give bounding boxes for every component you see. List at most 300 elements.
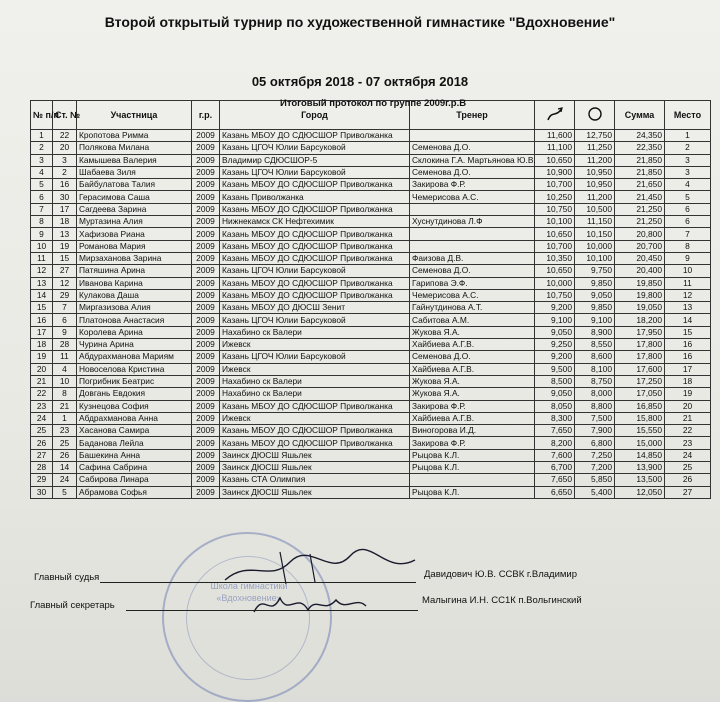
total-score: 20,400 <box>615 265 665 277</box>
participant-name: Довгань Евдокия <box>77 388 192 400</box>
total-score: 21,850 <box>615 154 665 166</box>
col-sum: Сумма <box>615 101 665 130</box>
row-number: 1 <box>31 130 53 142</box>
participant-name: Абрамова Софья <box>77 486 192 498</box>
city: Казань МБОУ ДО СДЮСШОР Приволжанка <box>220 425 410 437</box>
coach: Гайнутдинова А.Т. <box>410 302 535 314</box>
coach: Гарипова Э.Ф. <box>410 277 535 289</box>
place: 17 <box>665 363 711 375</box>
participant-name: Погрибник Беатрис <box>77 375 192 387</box>
row-number: 14 <box>31 289 53 301</box>
city: Казань МБОУ ДО СДЮСШОР Приволжанка <box>220 179 410 191</box>
place: 21 <box>665 412 711 424</box>
table-row <box>31 265 711 277</box>
table-row <box>31 462 711 474</box>
birth-year: 2009 <box>192 277 220 289</box>
start-number: 20 <box>53 142 77 154</box>
participant-name: Баданова Лейла <box>77 437 192 449</box>
chief-secretary-name: Малыгина И.Н. СС1К п.Вольгинский <box>422 595 582 606</box>
ribbon-score: 8,500 <box>535 375 575 387</box>
place: 12 <box>665 289 711 301</box>
place: 26 <box>665 474 711 486</box>
total-score: 17,250 <box>615 375 665 387</box>
col-name: Участница <box>77 101 192 130</box>
birth-year: 2009 <box>192 339 220 351</box>
table-row <box>31 437 711 449</box>
total-score: 21,850 <box>615 166 665 178</box>
birth-year: 2009 <box>192 228 220 240</box>
hoop-score: 10,100 <box>575 252 615 264</box>
participant-name: Иванова Карина <box>77 277 192 289</box>
secretary-signature <box>250 588 370 620</box>
city: Казань СТА Олимпия <box>220 474 410 486</box>
participant-name: Миргазизова Алия <box>77 302 192 314</box>
total-score: 19,850 <box>615 277 665 289</box>
hoop-score: 11,150 <box>575 216 615 228</box>
start-number: 1 <box>53 412 77 424</box>
ribbon-score: 7,650 <box>535 474 575 486</box>
participant-name: Хасанова Самира <box>77 425 192 437</box>
coach: Семенова Д.О. <box>410 265 535 277</box>
place: 4 <box>665 179 711 191</box>
total-score: 13,500 <box>615 474 665 486</box>
place: 11 <box>665 277 711 289</box>
total-score: 17,950 <box>615 326 665 338</box>
table-row <box>31 302 711 314</box>
table-row <box>31 216 711 228</box>
coach: Хайбиева А.Г.В. <box>410 363 535 375</box>
total-score: 15,800 <box>615 412 665 424</box>
place: 9 <box>665 252 711 264</box>
row-number: 21 <box>31 375 53 387</box>
row-number: 10 <box>31 240 53 252</box>
row-number: 4 <box>31 166 53 178</box>
ribbon-score: 6,700 <box>535 462 575 474</box>
start-number: 3 <box>53 154 77 166</box>
birth-year: 2009 <box>192 474 220 486</box>
coach: Рыцова К.Л. <box>410 486 535 498</box>
birth-year: 2009 <box>192 179 220 191</box>
participant-name: Кузнецова София <box>77 400 192 412</box>
ribbon-score: 10,900 <box>535 166 575 178</box>
participant-name: Абдрахманова Анна <box>77 412 192 424</box>
start-number: 19 <box>53 240 77 252</box>
birth-year: 2009 <box>192 400 220 412</box>
row-number: 16 <box>31 314 53 326</box>
total-score: 15,550 <box>615 425 665 437</box>
place: 5 <box>665 191 711 203</box>
table-row <box>31 314 711 326</box>
row-number: 17 <box>31 326 53 338</box>
place: 27 <box>665 486 711 498</box>
stamp-text: Школа гимнастики «Вдохновение» <box>210 581 288 603</box>
coach: Чемерисова А.С. <box>410 289 535 301</box>
place: 6 <box>665 216 711 228</box>
birth-year: 2009 <box>192 326 220 338</box>
city: Нахабино ск Валери <box>220 326 410 338</box>
start-number: 27 <box>53 265 77 277</box>
ribbon-score: 10,650 <box>535 265 575 277</box>
coach: Виногорова И.Д. <box>410 425 535 437</box>
city: Казань МБОУ ДО СДЮСШОР Приволжанка <box>220 277 410 289</box>
col-year: г.р. <box>192 101 220 130</box>
ribbon-score: 9,250 <box>535 339 575 351</box>
hoop-score: 7,250 <box>575 449 615 461</box>
participant-name: Романова Мария <box>77 240 192 252</box>
coach: Хайбиева А.Г.В. <box>410 412 535 424</box>
hoop-icon <box>587 106 603 122</box>
start-number: 23 <box>53 425 77 437</box>
table-row <box>31 228 711 240</box>
total-score: 21,450 <box>615 191 665 203</box>
birth-year: 2009 <box>192 425 220 437</box>
coach: Жукова Я.А. <box>410 388 535 400</box>
total-score: 15,000 <box>615 437 665 449</box>
start-number: 17 <box>53 203 77 215</box>
table-row <box>31 412 711 424</box>
birth-year: 2009 <box>192 142 220 154</box>
total-score: 20,450 <box>615 252 665 264</box>
city: Казань МБОУ ДО СДЮСШОР Приволжанка <box>220 240 410 252</box>
total-score: 19,800 <box>615 289 665 301</box>
city: Казань ЦГОЧ Юлии Барсуковой <box>220 142 410 154</box>
hoop-score: 8,600 <box>575 351 615 363</box>
start-number: 15 <box>53 252 77 264</box>
coach <box>410 203 535 215</box>
place: 18 <box>665 375 711 387</box>
total-score: 17,800 <box>615 351 665 363</box>
hoop-score: 6,800 <box>575 437 615 449</box>
birth-year: 2009 <box>192 388 220 400</box>
row-number: 24 <box>31 412 53 424</box>
city: Казань ЦГОЧ Юлии Барсуковой <box>220 166 410 178</box>
ribbon-score: 8,050 <box>535 400 575 412</box>
row-number: 28 <box>31 462 53 474</box>
total-score: 21,250 <box>615 216 665 228</box>
participant-name: Кропотова Римма <box>77 130 192 142</box>
city: Заинск ДЮСШ Яшьлек <box>220 462 410 474</box>
row-number: 22 <box>31 388 53 400</box>
col-num: № п/п <box>31 101 53 130</box>
hoop-score: 8,800 <box>575 400 615 412</box>
participant-name: Чурина Арина <box>77 339 192 351</box>
coach: Чемерисова А.С. <box>410 191 535 203</box>
city: Ижевск <box>220 412 410 424</box>
place: 16 <box>665 351 711 363</box>
hoop-score: 8,900 <box>575 326 615 338</box>
place: 24 <box>665 449 711 461</box>
col-coach: Тренер <box>410 101 535 130</box>
ribbon-score: 7,650 <box>535 425 575 437</box>
city: Казань МБОУ ДО СДЮСШОР Приволжанка <box>220 228 410 240</box>
protocol-subtitle: Итоговый протокол по группе 2009г.р.В <box>280 98 467 109</box>
start-number: 11 <box>53 351 77 363</box>
birth-year: 2009 <box>192 154 220 166</box>
ribbon-score: 10,000 <box>535 277 575 289</box>
birth-year: 2009 <box>192 252 220 264</box>
ribbon-score: 9,050 <box>535 388 575 400</box>
ribbon-score: 11,100 <box>535 142 575 154</box>
coach: Семенова Д.О. <box>410 166 535 178</box>
hoop-score: 8,100 <box>575 363 615 375</box>
birth-year: 2009 <box>192 314 220 326</box>
hoop-score: 12,750 <box>575 130 615 142</box>
total-score: 17,800 <box>615 339 665 351</box>
row-number: 11 <box>31 252 53 264</box>
table-row <box>31 130 711 142</box>
hoop-score: 5,850 <box>575 474 615 486</box>
table-row <box>31 326 711 338</box>
coach: Хуснутдинова Л.Ф <box>410 216 535 228</box>
hoop-score: 9,750 <box>575 265 615 277</box>
table-row <box>31 363 711 375</box>
start-number: 22 <box>53 130 77 142</box>
col-place: Место <box>665 101 711 130</box>
city: Нижнекамск СК Нефтехимик <box>220 216 410 228</box>
city: Казань МБОУ ДО СДЮСШОР Приволжанка <box>220 437 410 449</box>
table-row <box>31 486 711 498</box>
participant-name: Байбулатова Талия <box>77 179 192 191</box>
hoop-score: 8,750 <box>575 375 615 387</box>
total-score: 19,050 <box>615 302 665 314</box>
start-number: 10 <box>53 375 77 387</box>
start-number: 26 <box>53 449 77 461</box>
participant-name: Хафизова Риана <box>77 228 192 240</box>
hoop-score: 8,550 <box>575 339 615 351</box>
birth-year: 2009 <box>192 302 220 314</box>
hoop-score: 10,950 <box>575 166 615 178</box>
table-row <box>31 289 711 301</box>
tournament-dates: 05 октября 2018 - 07 октября 2018 <box>251 74 469 89</box>
hoop-score: 9,850 <box>575 277 615 289</box>
participant-name: Мирзаханова Зарина <box>77 252 192 264</box>
table-row <box>31 142 711 154</box>
coach: Рыцова К.Л. <box>410 449 535 461</box>
row-number: 20 <box>31 363 53 375</box>
tournament-title: Второй открытый турнир по художественной гимнастике "Вдохновение" <box>104 14 616 30</box>
ribbon-score: 11,600 <box>535 130 575 142</box>
hoop-score: 9,850 <box>575 302 615 314</box>
birth-year: 2009 <box>192 412 220 424</box>
ribbon-score: 6,650 <box>535 486 575 498</box>
row-number: 15 <box>31 302 53 314</box>
hoop-score: 9,050 <box>575 289 615 301</box>
city: Ижевск <box>220 339 410 351</box>
hoop-score: 10,500 <box>575 203 615 215</box>
row-number: 9 <box>31 228 53 240</box>
table-row <box>31 277 711 289</box>
birth-year: 2009 <box>192 351 220 363</box>
row-number: 26 <box>31 437 53 449</box>
row-number: 29 <box>31 474 53 486</box>
birth-year: 2009 <box>192 449 220 461</box>
city: Казань МБОУ ДО СДЮСШОР Приволжанка <box>220 203 410 215</box>
start-number: 8 <box>53 388 77 400</box>
row-number: 12 <box>31 265 53 277</box>
start-number: 7 <box>53 302 77 314</box>
city: Казань МБОУ ДО СДЮСШОР Приволжанка <box>220 289 410 301</box>
ribbon-score: 10,700 <box>535 240 575 252</box>
place: 10 <box>665 265 711 277</box>
row-number: 5 <box>31 179 53 191</box>
total-score: 21,250 <box>615 203 665 215</box>
place: 14 <box>665 314 711 326</box>
row-number: 13 <box>31 277 53 289</box>
participant-name: Кулакова Даша <box>77 289 192 301</box>
place: 3 <box>665 154 711 166</box>
chief-judge-label: Главный судья <box>34 572 100 583</box>
start-number: 5 <box>53 486 77 498</box>
birth-year: 2009 <box>192 216 220 228</box>
coach: Склокина Г.А. Мартьянова Ю.В. <box>410 154 535 166</box>
col-ribbon <box>535 101 575 130</box>
table-row <box>31 400 711 412</box>
row-number: 6 <box>31 191 53 203</box>
participant-name: Сафина Сабрина <box>77 462 192 474</box>
col-start: Ст. № <box>53 101 77 130</box>
city: Владимир СДЮСШОР-5 <box>220 154 410 166</box>
coach: Жукова Я.А. <box>410 326 535 338</box>
hoop-score: 5,400 <box>575 486 615 498</box>
ribbon-score: 10,750 <box>535 289 575 301</box>
place: 6 <box>665 203 711 215</box>
coach: Закирова Ф.Р. <box>410 437 535 449</box>
total-score: 21,650 <box>615 179 665 191</box>
coach: Хайбиева А.Г.В. <box>410 339 535 351</box>
table-row <box>31 179 711 191</box>
start-number: 18 <box>53 216 77 228</box>
ribbon-icon <box>546 106 564 122</box>
col-city: Город <box>220 101 410 130</box>
hoop-score: 7,500 <box>575 412 615 424</box>
table-row <box>31 191 711 203</box>
chief-secretary-label: Главный секретарь <box>30 600 115 611</box>
start-number: 28 <box>53 339 77 351</box>
coach: Фаизова Д.В. <box>410 252 535 264</box>
participant-name: Сабирова Линара <box>77 474 192 486</box>
total-score: 22,350 <box>615 142 665 154</box>
ribbon-score: 7,600 <box>535 449 575 461</box>
total-score: 12,050 <box>615 486 665 498</box>
row-number: 2 <box>31 142 53 154</box>
birth-year: 2009 <box>192 203 220 215</box>
row-number: 3 <box>31 154 53 166</box>
hoop-score: 11,250 <box>575 142 615 154</box>
city: Нахабино ск Валери <box>220 388 410 400</box>
row-number: 18 <box>31 339 53 351</box>
city: Казань ЦГОЧ Юлии Барсуковой <box>220 265 410 277</box>
city: Казань ЦГОЧ Юлии Барсуковой <box>220 314 410 326</box>
start-number: 24 <box>53 474 77 486</box>
participant-name: Патяшина Арина <box>77 265 192 277</box>
hoop-score: 10,150 <box>575 228 615 240</box>
ribbon-score: 10,350 <box>535 252 575 264</box>
table-row <box>31 203 711 215</box>
participant-name: Камышева Валерия <box>77 154 192 166</box>
ribbon-score: 9,050 <box>535 326 575 338</box>
city: Казань МБОУ ДО СДЮСШОР Приволжанка <box>220 130 410 142</box>
birth-year: 2009 <box>192 240 220 252</box>
row-number: 25 <box>31 425 53 437</box>
participant-name: Шабаева Зиля <box>77 166 192 178</box>
place: 25 <box>665 462 711 474</box>
ribbon-score: 10,750 <box>535 203 575 215</box>
start-number: 2 <box>53 166 77 178</box>
table-row <box>31 388 711 400</box>
ribbon-score: 8,200 <box>535 437 575 449</box>
table-row <box>31 339 711 351</box>
start-number: 21 <box>53 400 77 412</box>
coach: Рыцова К.Л. <box>410 462 535 474</box>
birth-year: 2009 <box>192 130 220 142</box>
participant-name: Платонова Анастасия <box>77 314 192 326</box>
birth-year: 2009 <box>192 166 220 178</box>
participant-name: Абдурахманова Мариям <box>77 351 192 363</box>
total-score: 13,900 <box>615 462 665 474</box>
ribbon-score: 8,300 <box>535 412 575 424</box>
city: Заинск ДЮСШ Яшьлек <box>220 449 410 461</box>
ribbon-score: 9,100 <box>535 314 575 326</box>
start-number: 12 <box>53 277 77 289</box>
results-table <box>30 100 711 499</box>
start-number: 13 <box>53 228 77 240</box>
city: Казань МБОУ ДО СДЮСШОР Приволжанка <box>220 252 410 264</box>
table-row <box>31 166 711 178</box>
place: 16 <box>665 339 711 351</box>
total-score: 18,200 <box>615 314 665 326</box>
hoop-score: 8,000 <box>575 388 615 400</box>
place: 19 <box>665 388 711 400</box>
birth-year: 2009 <box>192 363 220 375</box>
city: Заинск ДЮСШ Яшьлек <box>220 486 410 498</box>
hoop-score: 10,000 <box>575 240 615 252</box>
coach <box>410 240 535 252</box>
ribbon-score: 9,200 <box>535 351 575 363</box>
place: 20 <box>665 400 711 412</box>
birth-year: 2009 <box>192 289 220 301</box>
place: 23 <box>665 437 711 449</box>
participant-name: Сагдеева Зарина <box>77 203 192 215</box>
participant-name: Герасимова Саша <box>77 191 192 203</box>
start-number: 14 <box>53 462 77 474</box>
ribbon-score: 10,650 <box>535 154 575 166</box>
coach: Закирова Ф.Р. <box>410 179 535 191</box>
participant-name: Королева Арина <box>77 326 192 338</box>
total-score: 24,350 <box>615 130 665 142</box>
row-number: 19 <box>31 351 53 363</box>
table-row <box>31 252 711 264</box>
table-row <box>31 449 711 461</box>
coach <box>410 228 535 240</box>
place: 3 <box>665 166 711 178</box>
total-score: 17,050 <box>615 388 665 400</box>
table-row <box>31 474 711 486</box>
total-score: 14,850 <box>615 449 665 461</box>
place: 22 <box>665 425 711 437</box>
row-number: 27 <box>31 449 53 461</box>
total-score: 20,700 <box>615 240 665 252</box>
participant-name: Муртазина Алия <box>77 216 192 228</box>
table-row <box>31 425 711 437</box>
start-number: 25 <box>53 437 77 449</box>
birth-year: 2009 <box>192 191 220 203</box>
ribbon-score: 9,200 <box>535 302 575 314</box>
participant-name: Полякова Милана <box>77 142 192 154</box>
coach: Закирова Ф.Р. <box>410 400 535 412</box>
place: 7 <box>665 228 711 240</box>
total-score: 16,850 <box>615 400 665 412</box>
start-number: 4 <box>53 363 77 375</box>
